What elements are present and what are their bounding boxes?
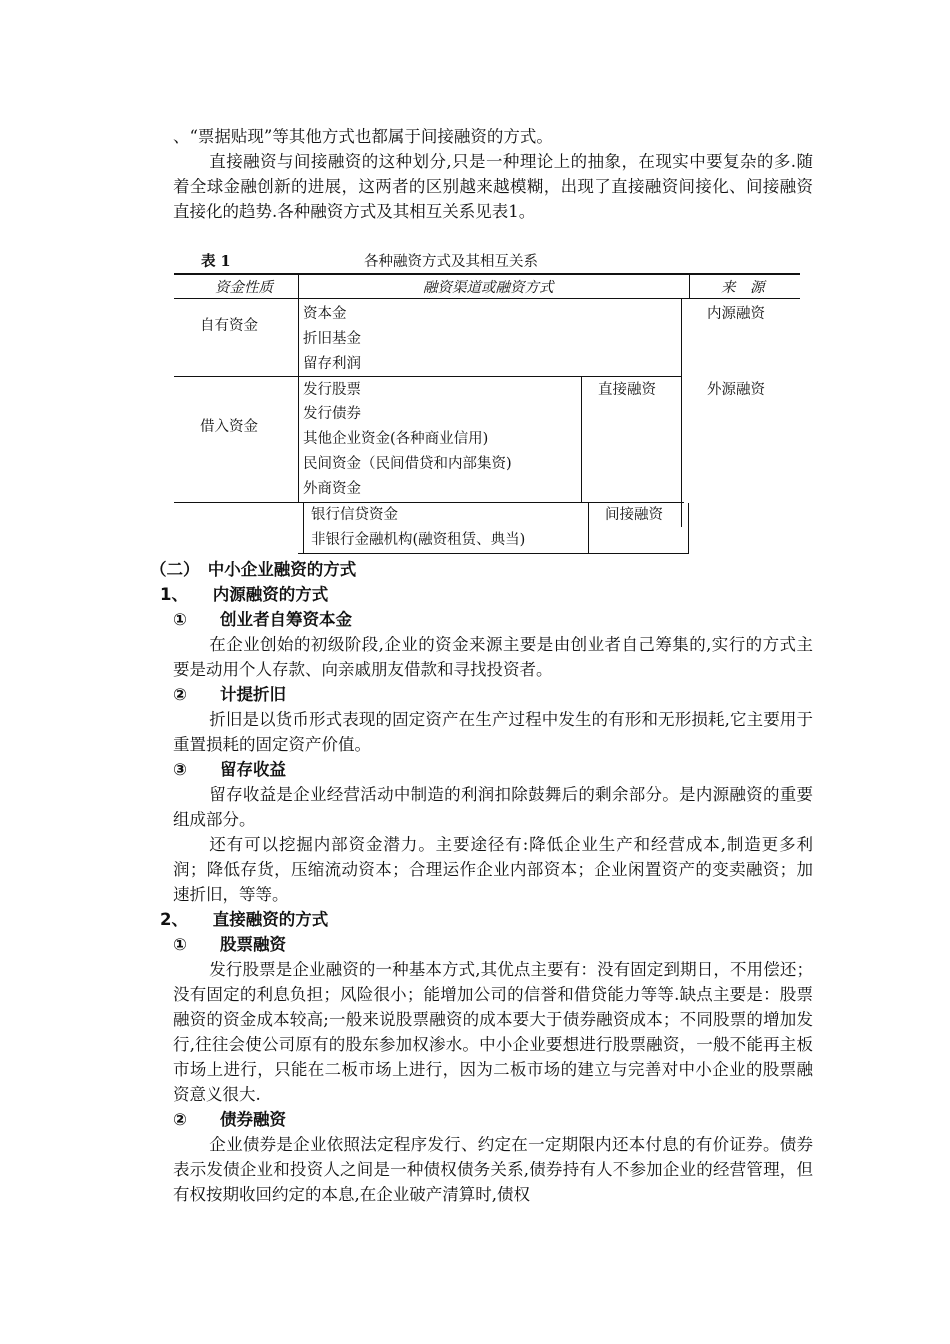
direct-item: 民间资金（民间借贷和内部集资) (303, 456, 512, 472)
own-funds-source: 内源融资 (707, 306, 765, 322)
own-funds-item: 资本金 (303, 306, 347, 322)
indirect-item: 非银行金融机构(融资租赁、典当) (311, 532, 526, 548)
table-indirect-divider (588, 503, 589, 553)
table-header-divider (689, 275, 690, 299)
header-fund-nature: 资金性质 (215, 280, 273, 296)
intro-line: 、“票据贴现”等其他方式也都属于间接融资的方式。 (173, 127, 553, 146)
header-source: 来 源 (721, 280, 765, 296)
table-header-border (174, 298, 800, 299)
header-channel: 融资渠道或融资方式 (423, 280, 554, 296)
table-right-border-lower (688, 503, 689, 554)
table-row-divider (174, 376, 682, 377)
direct-item: 发行股票 (303, 382, 361, 398)
item-title-depreciation: ② 计提折旧 (173, 685, 286, 704)
table-col-divider-right (681, 299, 682, 527)
table-label: 表 1 (201, 253, 231, 270)
direct-item: 发行债券 (303, 406, 361, 422)
subsection-title-internal: 1、 内源融资的方式 (160, 585, 329, 604)
item-title-retained: ③ 留存收益 (173, 760, 286, 779)
table-direct-divider (581, 377, 582, 502)
indirect-item: 银行信贷资金 (311, 507, 398, 523)
item-title-self-raised: ① 创业者自筹资本金 (173, 610, 352, 629)
own-funds-item: 折旧基金 (303, 331, 361, 347)
own-funds-item: 留存利润 (303, 356, 361, 372)
indirect-financing-label: 间接融资 (605, 507, 663, 523)
internal-potential-text: 还有可以挖掘内部资金潜力。主要途径有:降低企业生产和经营成本,制造更多利润；降低存货，压缩流动资本；合理运作企业内部资本；企业闲置资产的变卖融资；加速折旧，等等。 (173, 835, 813, 904)
table-col-divider (298, 275, 299, 503)
item-title-stock: ① 股票融资 (173, 935, 286, 954)
item-text-self-raised: 在企业创始的初级阶段,企业的资金来源主要是由创业者自己筹集的,实行的方式主要是动用个人存款、向亲戚朋友借款和寻找投资者。 (173, 635, 813, 679)
table-top-border (174, 273, 800, 275)
item-text-retained: 留存收益是企业经营活动中制造的利润扣除鼓舞后的剩余部分。是内源融资的重要组成部分。 (173, 785, 813, 829)
table-title: 各种融资方式及其相互关系 (364, 254, 538, 270)
item-text-depreciation: 折旧是以货币形式表现的固定资产在生产过程中发生的有形和无形损耗,它主要用于重置损耗的固定资产价值。 (173, 710, 813, 754)
item-text-stock: 发行股票是企业融资的一种基本方式,其优点主要有：没有固定到期日，不用偿还；没有固定的利息负担；风险很小；能增加公司的信誉和借贷能力等等.缺点主要是：股票融资的资金成本较高;一般来说股票融资的成本要大于债券融资成本；不同股票的增加发行,往往会使公司原有的股东参加权渗水。中小企业要想进行股票融资，一般不能再主板市场上进行，只能在二板市场上进行，因为二板市场的建立与完善对中小企业的股票融资意义很大. (173, 960, 813, 1104)
table-col-divider-lower (303, 503, 304, 553)
item-text-bond: 企业债券是企业依照法定程序发行、约定在一定期限内还本付息的有价证券。债券表示发债企业和投资人之间是一种债权债务关系,债券持有人不参加企业的经营管理，但有权按期收回约定的本息,在企业破产清算时,债权 (173, 1135, 813, 1204)
direct-item: 其他企业资金(各种商业信用) (303, 431, 489, 447)
item-title-bond: ② 债券融资 (173, 1110, 286, 1129)
section-title: （二） 中小企业融资的方式 (150, 560, 357, 579)
direct-financing-label: 直接融资 (598, 382, 656, 398)
direct-item: 外商资金 (303, 481, 361, 497)
table-bottom-border (298, 553, 689, 554)
intro-paragraph: 直接融资与间接融资的这种划分,只是一种理论上的抽象，在现实中要复杂的多.随着全球金融创新的进展，这两者的区别越来越模糊，出现了直接融资间接化、间接融资直接化的趋势.各种融资方式及其相互关系见表1。 (173, 152, 813, 221)
subsection-title-direct: 2、 直接融资的方式 (160, 910, 329, 929)
own-funds-category: 自有资金 (200, 318, 258, 334)
borrowed-funds-category: 借入资金 (200, 419, 258, 435)
borrowed-funds-source: 外源融资 (707, 382, 765, 398)
